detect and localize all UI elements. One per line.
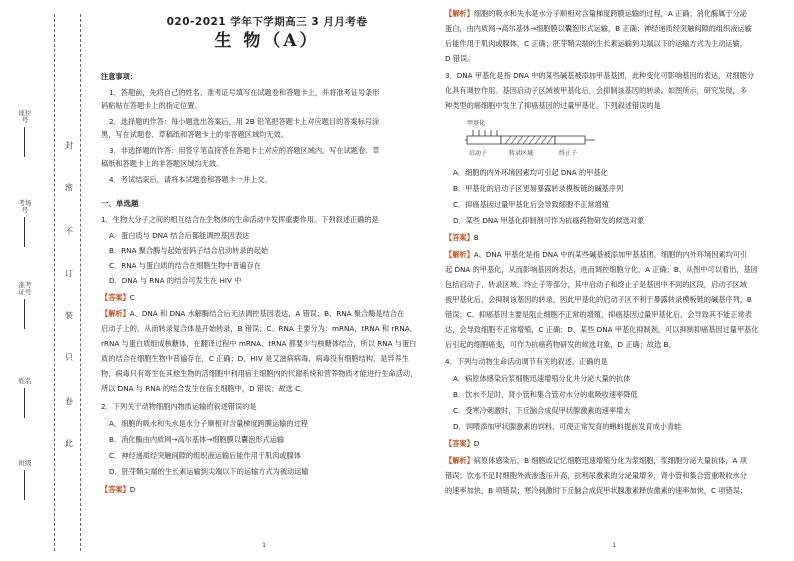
q1-explanation: 【解析】A、DNA 和 DNA 水解酶结合后无法调控基因表达，A 错误；B、RNA 聚合酶是结合在 xyxy=(101,309,405,318)
q3-explanation-line: 起 DNA 的甲基化，从而影响基因的表达，进而调控细胞分化，A 正确；B、从图中可以看出，基因 xyxy=(445,265,758,274)
binding-strip xyxy=(0,0,90,561)
q2-option-b[interactable]: B．消化酶由内质网→高尔基体→细胞膜以囊泡形式运输 xyxy=(109,435,285,444)
q2-stem: 2．下列关于动物细胞内物质运输的叙述错误的是 xyxy=(101,402,257,411)
q1-option-d[interactable]: D．DNA 与 RNA 的结合可发生在 HIV 中 xyxy=(109,276,242,285)
notice-line: 黑，写在试题卷、草稿纸和答题卡上的非答题区域均无效。 xyxy=(101,130,288,139)
q2-explanation-line: D 错误。 xyxy=(445,54,475,63)
q3-explanation-line: 被甲基化后，会抑制该基因的转录，因此甲基化的启动子区不利于暴露转录模板链的碱基序列，B xyxy=(445,295,752,304)
methyl-label: 甲基化 xyxy=(467,120,486,127)
admission-number-field[interactable]: 准考证号 xyxy=(18,282,32,329)
q3-stem-line: 种类型的癌细胞中发生了抑癌基因的过量甲基化。下列叙述错误的是 xyxy=(445,101,661,110)
notice-line: 3．非选择题的作答：用签字笔直接答在答题卡上对应的答题区域内。写在试题卷、草 xyxy=(109,146,380,155)
q3-option-b[interactable]: B．甲基化的启动子区更易暴露转录模板链的碱基序列 xyxy=(453,184,624,193)
exam-title: 020-2021 学年下学期高三 3 月月考卷 xyxy=(166,16,368,28)
cut-char: 不 xyxy=(62,226,76,237)
q2-option-a[interactable]: A．细胞的吸水和失水是水分子顺相对含量梯度跨膜运输的过程 xyxy=(109,419,308,428)
q2-answer: 【答案】D xyxy=(101,485,136,494)
cut-char: 此 xyxy=(62,438,76,449)
q4-stem: 4．下列与动物生命活动调节有关的叙述，正确的是 xyxy=(445,357,608,366)
cut-char: 装 xyxy=(62,310,76,321)
terminator-label: 终止子 xyxy=(559,150,578,157)
q3-stem-line: 化具有调控作用。基因启动子区域被甲基化后，会抑制该基因的转录。如图所示，研究发现，多 xyxy=(445,86,747,95)
notice-line: 1．答题前，先将自己的姓名、准考证号填写在试题卷和答题卡上，并将准考证号条形 xyxy=(109,88,380,97)
cut-char: 密 xyxy=(62,182,76,193)
q3-explanation: 【解析】A、DNA 甲基化是指 DNA 中的某些碱基被添加甲基基团，细胞的内外环境因素均可引 xyxy=(445,250,748,259)
q1-option-c[interactable]: C．RNA 与蛋白质的结合在细胞生物中普遍存在 xyxy=(109,261,261,270)
q4-option-a[interactable]: A．病原体感染后浆细胞迅速增殖分化并分泌大量的抗体 xyxy=(453,374,631,383)
q3-explanation-line: 后引起的细胞癌变，可作为抗癌药物研发的候选对象，D 正确；故选 B。 xyxy=(445,340,676,349)
notice-line: 码粘贴在答题卡上的指定位置。 xyxy=(101,101,202,110)
q3-option-d[interactable]: D．某些 DNA 甲基化抑制剂可作为抗癌药物研发的候选对象 xyxy=(453,216,645,225)
cut-char: 封 xyxy=(62,140,76,151)
q3-option-c[interactable]: C．抑癌基因过量甲基化后会导致细胞不正常增殖 xyxy=(453,200,609,209)
seat-number-field[interactable]: 座位号 xyxy=(18,110,32,157)
q2-explanation-line: 后能作用于肌肉或腺体，C 正确；胚芽鞘尖端的生长素运输到尖端以下的运输方式为主动运输， xyxy=(445,39,747,48)
q1-explanation-line: 所以 DNA 与 RNA 的结合发生在宿主细胞中，D 错误；故选 C。 xyxy=(101,384,308,393)
q2-explanation-line: 蛋白，由内质网→高尔基体→细胞膜以囊泡形式运输，B 正确；神经递质经突触间隙的组织液运输 xyxy=(445,24,752,33)
promoter-label: 启动子 xyxy=(469,150,488,157)
q3-explanation-line: 达，会导致细胞不正常增殖，C 正确；D、某些 DNA 甲基化抑制剂，可以抑制抑癌基因过量甲基化 xyxy=(445,325,759,334)
subject-title: 生 物（A） xyxy=(214,31,320,51)
page-number-left: 1 xyxy=(262,541,267,549)
q4-option-d[interactable]: D．饲喂添加甲状腺激素的饲料，可使正常发育的蝌蚪提前发育成小青蛙 xyxy=(453,422,682,431)
cut-char: 订 xyxy=(62,268,76,279)
binding-line-outer xyxy=(54,14,55,551)
notice-line: 稿纸和答题卡上的非答题区域均无效。 xyxy=(101,159,224,168)
exam-room-field[interactable]: 考场号 xyxy=(18,200,32,247)
q2-option-d[interactable]: D．胚芽鞘尖端的生长素运输到尖端以下的运输方式为被动运输 xyxy=(109,467,309,476)
q4-option-b[interactable]: B．饮水不足时，肾小管和集合管对水分的重吸收速率降低 xyxy=(453,390,638,399)
name-field[interactable]: 姓名 xyxy=(18,378,32,418)
cut-char: 卷 xyxy=(62,396,76,407)
q1-explanation-line: 物，病毒只有寄生在其他生物的活细胞中利用宿主细胞内的代谢系统和营养物质才能进行生命活动， xyxy=(101,369,418,378)
q3-explanation-line: 错误；C、抑癌基因主要是阻止细胞不正常的增殖，抑癌基因过量甲基化后，会导致其不能正常表 xyxy=(445,310,752,319)
q1-explanation-line: 质的结合在细胞生物中普遍存在，C 正确；D、HIV 是艾滋病病毒，病毒没有细胞结构，是异养生 xyxy=(101,354,409,363)
notice-line: 4．考试结束后，请将本试题卷和答题卡一并上交。 xyxy=(109,175,272,184)
section-heading: 一、单选题 xyxy=(101,199,139,208)
q1-option-b[interactable]: B．RNA 聚合酶与起始密码子结合启动转录的起始 xyxy=(109,246,269,255)
q1-option-a[interactable]: A．蛋白质与 DNA 结合后都能调控基因表达 xyxy=(109,231,250,240)
q3-option-a[interactable]: A．细胞的内外环境因素均可引起 DNA 的甲基化 xyxy=(453,168,608,177)
q2-explanation: 【解析】细胞的吸水和失水是水分子顺相对含量梯度跨膜运输的过程，A 正确；消化酶属于分泌 xyxy=(445,9,747,18)
transcription-region-label: 转录区域 xyxy=(509,150,534,157)
class-field[interactable]: 班级 xyxy=(18,460,32,500)
q1-answer: 【答案】C xyxy=(101,293,135,302)
q1-explanation-line: rRNA 与蛋白质组成核糖体，在翻译过程中 mRNA、tRNA 都要少与核糖体结合，所以 RNA 与蛋白 xyxy=(101,339,417,348)
page-number-right: 1 xyxy=(612,541,617,549)
q3-stem: 3．DNA 甲基化是指 DNA 中的某些碱基被添加甲基基团，此种变化可影响基因的表达，对细胞分 xyxy=(445,71,755,80)
dna-methylation-diagram xyxy=(465,118,595,163)
q4-explanation: 【解析】病原体感染后，B 细胞或记忆细胞迅速增殖分化为浆细胞，浆细胞分泌大量抗体，A 项 xyxy=(445,456,747,465)
q3-answer: 【答案】B xyxy=(445,233,479,242)
q4-explanation-line: 的速率加快，B 项错误；寒冷刺激时下丘脑合成促甲状腺激素释放激素的速率加快，C 项错误； xyxy=(445,486,748,495)
notice-line: 2．选择题的作答：每小题选出答案后，用 2B 铅笔把答题卡上对应题目的答案标号涂 xyxy=(109,117,380,126)
q3-explanation-line: 包括启动子、转录区域、终止子等部分，其中启动子和终止子是基因中不同的区段，启动子区域 xyxy=(445,280,747,289)
cut-char: 只 xyxy=(62,352,76,363)
q2-option-c[interactable]: C．神经递质经突触间隙的组织液运输后能作用于肌肉或腺体 xyxy=(109,451,301,460)
binding-line-inner xyxy=(80,14,81,551)
q4-explanation-line: 错误；饮水不足时细胞外液渗透压升高，抗利尿激素的分泌量增多，肾小管和集合管重吸收水分 xyxy=(445,471,747,480)
q4-option-c[interactable]: C．受寒冷刺激时，下丘脑合成促甲状腺激素的速率增大 xyxy=(453,406,631,415)
q1-stem: 1．生物大分子之间的相互结合在生物体的生命活动中发挥重要作用。下列叙述正确的是 xyxy=(101,215,379,224)
notice-heading: 注意事项： xyxy=(101,72,137,81)
q1-explanation-line: 启动子上的，从而转录复合体是开始转录，B 错误；C、RNA 主要分为：mRNA，tRNA 和 rRNA， xyxy=(101,324,417,333)
q4-answer: 【答案】D xyxy=(445,439,480,448)
